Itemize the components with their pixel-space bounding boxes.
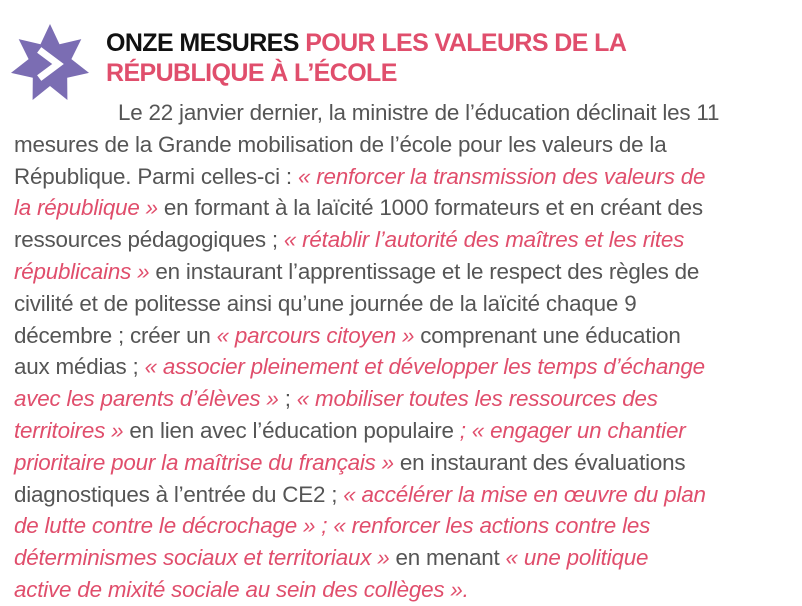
quoted-measure: républicains »: [14, 258, 150, 284]
quoted-measure: ; « engager un chantier: [453, 417, 686, 443]
body-text: Le 22 janvier dernier, la ministre de l’éducation déclinait les 11: [118, 100, 720, 125]
title-part-pink-2: RÉPUBLIQUE À L’ÉCOLE: [106, 59, 397, 87]
body-text: diagnostiques à l’entrée du CE2 ;: [14, 481, 344, 507]
article-title: [106, 28, 786, 88]
body-text: République. Parmi celles-ci :: [14, 163, 298, 189]
quoted-measure: « renforcer la transmission des valeurs de: [297, 163, 706, 189]
quoted-measure: déterminismes sociaux et territoriaux »: [14, 545, 390, 571]
quoted-measure: territoires »: [14, 417, 124, 443]
body-line: [14, 256, 794, 288]
quoted-measure: avec les parents d’élèves »: [14, 386, 279, 412]
quoted-measure: « accélérer la mise en œuvre du plan: [343, 481, 706, 507]
body-text: aux médias ;: [14, 354, 145, 380]
body-line: [14, 192, 794, 224]
body-line: [14, 415, 794, 447]
body-line: [14, 224, 794, 256]
body-line: [14, 510, 794, 542]
body-line: [14, 288, 794, 320]
quoted-measure: active de mixité sociale au sein des collèges ».: [14, 576, 469, 602]
quoted-measure: « rétablir l’autorité des maîtres et les rites: [283, 227, 685, 253]
star-badge-icon: [8, 22, 92, 106]
article-body: [14, 97, 794, 606]
body-line: [14, 383, 794, 415]
body-line: [14, 542, 794, 574]
body-line: [14, 351, 794, 383]
body-text: ressources pédagogiques ;: [14, 227, 284, 253]
title-part-black: ONZE MESURES: [106, 29, 299, 57]
quoted-measure: « mobiliser toutes les ressources des: [296, 386, 658, 412]
body-line: [14, 479, 794, 511]
body-text: en instaurant des évaluations: [393, 449, 686, 475]
body-text: mesures de la Grande mobilisation de l’école pour les valeurs de la: [14, 131, 667, 157]
body-text: ;: [278, 386, 297, 412]
quoted-measure: de lutte contre le décrochage » ; « renforcer les actions contre les: [14, 513, 651, 539]
body-line: [14, 320, 794, 352]
quoted-measure: « parcours citoyen »: [216, 322, 415, 348]
quoted-measure: prioritaire pour la maîtrise du français »: [14, 449, 394, 475]
title-part-pink-1: POUR LES VALEURS DE LA: [305, 29, 627, 57]
body-text: comprenant une éducation: [414, 322, 681, 348]
quoted-measure: « une politique: [505, 545, 649, 571]
body-text: en formant à la laïcité 1000 formateurs et en créant des: [157, 195, 703, 221]
body-line: [14, 447, 794, 479]
body-text: décembre ; créer un: [14, 322, 217, 348]
body-line: [14, 574, 794, 606]
quoted-measure: « associer pleinement et développer les temps d’échange: [144, 354, 705, 380]
body-text: en instaurant l’apprentissage et le respect des règles de: [149, 258, 700, 284]
quoted-measure: la république »: [14, 195, 158, 221]
body-text: civilité et de politesse ainsi qu’une journée de la laïcité chaque 9: [14, 290, 637, 316]
body-text: en menant: [389, 545, 506, 571]
body-line: [14, 161, 794, 193]
body-line: [14, 97, 794, 129]
body-text: en lien avec l’éducation populaire: [123, 417, 454, 443]
body-line: [14, 129, 794, 161]
